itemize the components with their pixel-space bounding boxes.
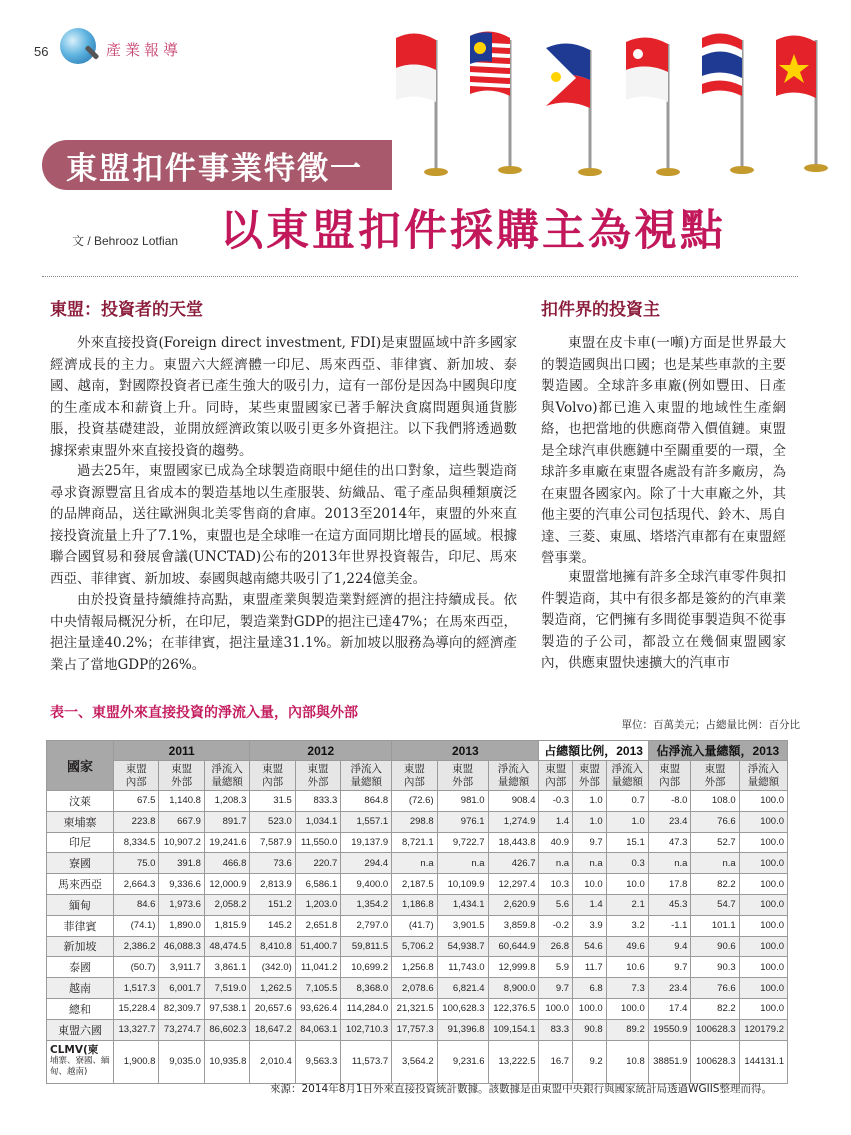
value-cell: 16.7 — [539, 1040, 573, 1083]
value-cell: 11,743.0 — [437, 957, 488, 978]
left-paragraph-2: 過去25年，東盟國家已成為全球製造商眼中絕佳的出口對象，這些製造商尋求資源豐富且省成本的製造基地以生產服裝、紡織品、電子產品與種類廣泛的品牌商品，送往歐洲與北美零售商的倉庫。2013至2014年，東盟的外來直接投資流量上升了7.1%，東盟也是全球唯一在這方面同期比增長的區域。根據聯合國貿易和發展會議(UNCTAD)公布的2013年世界投資報告，印尼、馬來西亞、菲律賓、新加坡、泰國與越南總共吸引了1,224億美金。 — [50, 463, 517, 587]
value-cell: 49.6 — [606, 936, 648, 957]
value-cell: 10,907.2 — [159, 832, 204, 853]
value-cell: 52.7 — [691, 832, 739, 853]
value-cell: 5,706.2 — [392, 936, 437, 957]
table-row-clmv — [47, 1040, 788, 1083]
value-cell: 82,309.7 — [159, 998, 204, 1019]
value-cell: 67.5 — [114, 791, 159, 812]
value-cell: 523.0 — [250, 811, 295, 832]
value-cell: 2,813.9 — [250, 874, 295, 895]
value-cell: 144131.1 — [739, 1040, 787, 1083]
value-cell: 1,557.1 — [341, 811, 392, 832]
value-cell: 9,231.6 — [437, 1040, 488, 1083]
value-cell: 9,563.3 — [295, 1040, 340, 1083]
country-cell: 柬埔寨 — [47, 811, 114, 832]
value-cell: 6,001.7 — [159, 978, 204, 999]
sub-header: 東盟 外部 — [691, 761, 739, 791]
value-cell: 11,573.7 — [341, 1040, 392, 1083]
sub-header: 淨流入 量總額 — [341, 761, 392, 791]
value-cell: 11.7 — [573, 957, 607, 978]
value-cell: 3,911.7 — [159, 957, 204, 978]
value-cell: 1,890.0 — [159, 915, 204, 936]
table-row — [47, 957, 788, 978]
value-cell: 10.3 — [539, 874, 573, 895]
value-cell: 1,208.3 — [204, 791, 249, 812]
value-cell: 1.0 — [606, 811, 648, 832]
value-cell: 1.0 — [573, 791, 607, 812]
value-cell: 19,241.6 — [204, 832, 249, 853]
value-cell: 26.8 — [539, 936, 573, 957]
value-cell: 7,105.5 — [295, 978, 340, 999]
value-cell: 2,620.9 — [488, 894, 539, 915]
value-cell: 0.3 — [606, 853, 648, 874]
value-cell: 89.2 — [606, 1019, 648, 1040]
value-cell: 38851.9 — [648, 1040, 691, 1083]
year-header: 2012 — [250, 741, 392, 761]
table-unit: 單位：百萬美元；占總量比例：百分比 — [621, 719, 800, 731]
value-cell: (50.7) — [114, 957, 159, 978]
value-cell: 82.2 — [691, 874, 739, 895]
value-cell: 7.3 — [606, 978, 648, 999]
value-cell: 11,550.0 — [295, 832, 340, 853]
value-cell: 3,901.5 — [437, 915, 488, 936]
value-cell: 109,154.1 — [488, 1019, 539, 1040]
value-cell: 9.7 — [648, 957, 691, 978]
value-cell: 23.4 — [648, 811, 691, 832]
value-cell: 1,815.9 — [204, 915, 249, 936]
sub-header: 東盟 外部 — [437, 761, 488, 791]
value-cell: 2,651.8 — [295, 915, 340, 936]
value-cell: 10,935.8 — [204, 1040, 249, 1083]
value-cell: 10.0 — [573, 874, 607, 895]
value-cell: 981.0 — [437, 791, 488, 812]
value-cell: 6,821.4 — [437, 978, 488, 999]
value-cell: 1,517.3 — [114, 978, 159, 999]
country-cell: 總和 — [47, 998, 114, 1019]
value-cell: 9,336.6 — [159, 874, 204, 895]
country-cell: 菲律賓 — [47, 915, 114, 936]
sub-header: 東盟 內部 — [114, 761, 159, 791]
value-cell: n.a — [437, 853, 488, 874]
value-cell: 21,321.5 — [392, 998, 437, 1019]
value-cell: 100.0 — [539, 998, 573, 1019]
value-cell: 864.8 — [341, 791, 392, 812]
value-cell: 3,564.2 — [392, 1040, 437, 1083]
sub-header: 東盟 內部 — [250, 761, 295, 791]
table-row — [47, 791, 788, 812]
country-cell: 東盟六國 — [47, 1019, 114, 1040]
value-cell: 120179.2 — [739, 1019, 787, 1040]
value-cell: 1,140.8 — [159, 791, 204, 812]
value-cell: 100.0 — [739, 874, 787, 895]
value-cell: 466.8 — [204, 853, 249, 874]
value-cell: 2,386.2 — [114, 936, 159, 957]
value-cell: (74.1) — [114, 915, 159, 936]
share-header: 占總額比例，2013 — [539, 741, 648, 761]
left-paragraph-1: 外來直接投資(Foreign direct investment, FDI)是東盟區域中許多國家經濟成長的主力。東盟六大經濟體一印尼、馬來西亞、菲律賓、新加坡、泰國、越南，對國際投資者已產生強大的吸引力，這有一部份是因為中國與印度的生產成本和薪資上升。同時，某些東盟國家已著手解決貪腐問題與通貨膨脹，投資基礎建設，並開放經濟政策以吸引更多外資挹注。以下我們將透過數據探索東盟外來直接投資的趨勢。 — [50, 335, 517, 459]
value-cell: 73.6 — [250, 853, 295, 874]
value-cell: 86,602.3 — [204, 1019, 249, 1040]
value-cell: 102,710.3 — [341, 1019, 392, 1040]
value-cell: 1,434.1 — [437, 894, 488, 915]
value-cell: -0.2 — [539, 915, 573, 936]
value-cell: 1,186.8 — [392, 894, 437, 915]
value-cell: 100.0 — [573, 998, 607, 1019]
value-cell: 100628.3 — [691, 1019, 739, 1040]
value-cell: n.a — [392, 853, 437, 874]
value-cell: 19550.9 — [648, 1019, 691, 1040]
sub-header: 淨流入 量總額 — [739, 761, 787, 791]
country-cell: 越南 — [47, 978, 114, 999]
title-line-2: 以東盟扣件採購主為視點 — [220, 206, 726, 256]
value-cell: 10,109.9 — [437, 874, 488, 895]
value-cell: 2,010.4 — [250, 1040, 295, 1083]
value-cell: 54.6 — [573, 936, 607, 957]
value-cell: 47.3 — [648, 832, 691, 853]
section-label: 產業報導 — [106, 41, 183, 59]
table-row — [47, 894, 788, 915]
value-cell: 1,900.8 — [114, 1040, 159, 1083]
value-cell: 1.4 — [539, 811, 573, 832]
value-cell: n.a — [573, 853, 607, 874]
value-cell: 84.6 — [114, 894, 159, 915]
sub-header: 東盟 內部 — [539, 761, 573, 791]
table-row — [47, 832, 788, 853]
value-cell: 0.7 — [606, 791, 648, 812]
value-cell: 9,035.0 — [159, 1040, 204, 1083]
value-cell: 100,628.3 — [437, 998, 488, 1019]
value-cell: 18,647.2 — [250, 1019, 295, 1040]
value-cell: 101.1 — [691, 915, 739, 936]
value-cell: 8,368.0 — [341, 978, 392, 999]
value-cell: 223.8 — [114, 811, 159, 832]
value-cell: 100628.3 — [691, 1040, 739, 1083]
year-header: 2013 — [392, 741, 539, 761]
table-row — [47, 936, 788, 957]
value-cell: 15,228.4 — [114, 998, 159, 1019]
country-cell: 印尼 — [47, 832, 114, 853]
value-cell: 100.0 — [739, 832, 787, 853]
sub-header: 東盟 內部 — [648, 761, 691, 791]
value-cell: 12,000.9 — [204, 874, 249, 895]
country-cell: 新加坡 — [47, 936, 114, 957]
value-cell: 5.9 — [539, 957, 573, 978]
page-number: 56 — [34, 44, 49, 59]
value-cell: 13,327.7 — [114, 1019, 159, 1040]
value-cell: 8,410.8 — [250, 936, 295, 957]
value-cell: 100.0 — [739, 853, 787, 874]
value-cell: -0.3 — [539, 791, 573, 812]
value-cell: 100.0 — [739, 791, 787, 812]
value-cell: 93,626.4 — [295, 998, 340, 1019]
value-cell: n.a — [648, 853, 691, 874]
value-cell: 82.2 — [691, 998, 739, 1019]
value-cell: 220.7 — [295, 853, 340, 874]
value-cell: 73,274.7 — [159, 1019, 204, 1040]
value-cell: 5.6 — [539, 894, 573, 915]
value-cell: 76.6 — [691, 811, 739, 832]
right-paragraph-1: 東盟在皮卡車(一噸)方面是世界最大的製造國與出口國；也是某些車款的主要製造國。全球許多車廠(例如豐田、日產與Volvo)都已進入東盟的地域性生產網絡，也把當地的供應商帶入價值鏈。東盟是全球汽車供應鏈中至關重要的一環，全球許多車廠在東盟各處設有許多廠房，為在東盟各國家內。除了十大車廠之外，其他主要的汽車公司包括現代、鈴木、馬自達、三菱、東風、塔塔汽車都有在東盟經營事業。 — [541, 335, 786, 566]
value-cell: 122,376.5 — [488, 998, 539, 1019]
value-cell: 17.4 — [648, 998, 691, 1019]
value-cell: 391.8 — [159, 853, 204, 874]
value-cell: 10.0 — [606, 874, 648, 895]
value-cell: 3.9 — [573, 915, 607, 936]
value-cell: 31.5 — [250, 791, 295, 812]
table-source: 來源：2014年8月1日外來直接投資統計數據。該數據是由東盟中央銀行與國家統計局透過WGIIS整理而得。 — [270, 1083, 772, 1095]
value-cell: 8,334.5 — [114, 832, 159, 853]
value-cell: 90.8 — [573, 1019, 607, 1040]
sub-header: 東盟 內部 — [392, 761, 437, 791]
value-cell: 10.6 — [606, 957, 648, 978]
value-cell: 9.4 — [648, 936, 691, 957]
value-cell: 97,538.1 — [204, 998, 249, 1019]
value-cell: 54,938.7 — [437, 936, 488, 957]
table-row — [47, 1019, 788, 1040]
value-cell: 1,256.8 — [392, 957, 437, 978]
value-cell: 1,973.6 — [159, 894, 204, 915]
value-cell: 298.8 — [392, 811, 437, 832]
value-cell: 7,587.9 — [250, 832, 295, 853]
value-cell: 100.0 — [739, 894, 787, 915]
value-cell: 1,354.2 — [341, 894, 392, 915]
value-cell: 48,474.5 — [204, 936, 249, 957]
value-cell: 1.4 — [573, 894, 607, 915]
value-cell: 11,041.2 — [295, 957, 340, 978]
value-cell: 3.2 — [606, 915, 648, 936]
value-cell: 2,797.0 — [341, 915, 392, 936]
value-cell: 90.3 — [691, 957, 739, 978]
asean-flags-image — [380, 10, 840, 200]
left-paragraph-3: 由於投資量持續維持高點，東盟產業與製造業對經濟的挹注持續成長。依中央情報局概況分析，在印尼，製造業對GDP的挹注已達47%；在馬來西亞，挹注量達40.2%；在菲律賓，挹注量達31.1%。新加坡以服務為導向的經濟產業占了當地GDP的26%。 — [50, 592, 517, 673]
title-line-1: 東盟扣件事業特徵一 — [66, 151, 363, 187]
value-cell: 12,999.8 — [488, 957, 539, 978]
value-cell: n.a — [539, 853, 573, 874]
value-cell: 75.0 — [114, 853, 159, 874]
value-cell: 3,861.1 — [204, 957, 249, 978]
value-cell: 2,664.3 — [114, 874, 159, 895]
value-cell: 60,644.9 — [488, 936, 539, 957]
value-cell: 23.4 — [648, 978, 691, 999]
title-divider — [42, 276, 798, 277]
value-cell: 9.7 — [539, 978, 573, 999]
value-cell: 1,203.0 — [295, 894, 340, 915]
value-cell: 145.2 — [250, 915, 295, 936]
value-cell: 114,284.0 — [341, 998, 392, 1019]
value-cell: 40.9 — [539, 832, 573, 853]
left-heading: 東盟：投資者的天堂 — [50, 300, 203, 320]
value-cell: 84,063.1 — [295, 1019, 340, 1040]
value-cell: 10.8 — [606, 1040, 648, 1083]
value-cell: 833.3 — [295, 791, 340, 812]
value-cell: 46,088.3 — [159, 936, 204, 957]
year-header: 2011 — [114, 741, 250, 761]
value-cell: 151.2 — [250, 894, 295, 915]
country-header: 國家 — [47, 741, 114, 791]
value-cell: 3,859.8 — [488, 915, 539, 936]
country-cell: 緬甸 — [47, 894, 114, 915]
value-cell: 100.0 — [739, 957, 787, 978]
value-cell: 294.4 — [341, 853, 392, 874]
clmv-sublabel: 埔寨、寮國、緬甸、越南) — [50, 1056, 110, 1078]
value-cell: 2,058.2 — [204, 894, 249, 915]
value-cell: 15.1 — [606, 832, 648, 853]
value-cell: 51,400.7 — [295, 936, 340, 957]
author-byline: 文 / Behrooz Lotfian — [72, 234, 179, 248]
value-cell: 10,699.2 — [341, 957, 392, 978]
value-cell: 91,396.8 — [437, 1019, 488, 1040]
value-cell: (342.0) — [250, 957, 295, 978]
value-cell: (72.6) — [392, 791, 437, 812]
value-cell: 2,187.5 — [392, 874, 437, 895]
value-cell: 76.6 — [691, 978, 739, 999]
country-cell: 泰國 — [47, 957, 114, 978]
net-share-header: 佔淨流入量總額，2013 — [648, 741, 787, 761]
fdi-table — [46, 740, 788, 1084]
value-cell: 45.3 — [648, 894, 691, 915]
sub-header: 淨流入 量總額 — [606, 761, 648, 791]
table-row — [47, 874, 788, 895]
value-cell: 9.7 — [573, 832, 607, 853]
value-cell: 9,400.0 — [341, 874, 392, 895]
country-cell — [47, 1040, 114, 1083]
value-cell: 90.6 — [691, 936, 739, 957]
table-row — [47, 915, 788, 936]
value-cell: 100.0 — [739, 915, 787, 936]
value-cell: 19,137.9 — [341, 832, 392, 853]
value-cell: 59,811.5 — [341, 936, 392, 957]
right-paragraph-2: 東盟當地擁有許多全球汽車零件與扣件製造商，其中有很多都是簽約的汽車業製造商，它們擁有多間從事製造與不從事製造的子公司，都設立在幾個東盟國家內，供應東盟快速擴大的汽車市 — [541, 569, 786, 671]
sub-header: 淨流入 量總額 — [204, 761, 249, 791]
value-cell: n.a — [691, 853, 739, 874]
value-cell: 1,262.5 — [250, 978, 295, 999]
value-cell: 8,900.0 — [488, 978, 539, 999]
sub-header: 東盟 外部 — [159, 761, 204, 791]
value-cell: 6,586.1 — [295, 874, 340, 895]
value-cell: 17,757.3 — [392, 1019, 437, 1040]
value-cell: -1.1 — [648, 915, 691, 936]
value-cell: 100.0 — [739, 998, 787, 1019]
value-cell: 83.3 — [539, 1019, 573, 1040]
country-cell: 寮國 — [47, 853, 114, 874]
value-cell: 976.1 — [437, 811, 488, 832]
value-cell: 20,657.6 — [250, 998, 295, 1019]
value-cell: 7,519.0 — [204, 978, 249, 999]
value-cell: 108.0 — [691, 791, 739, 812]
value-cell: 9,722.7 — [437, 832, 488, 853]
value-cell: 12,297.4 — [488, 874, 539, 895]
globe-icon — [60, 28, 96, 64]
value-cell: 1,034.1 — [295, 811, 340, 832]
clmv-label: CLMV(柬 — [50, 1044, 99, 1057]
table-row — [47, 998, 788, 1019]
value-cell: 908.4 — [488, 791, 539, 812]
value-cell: 100.0 — [739, 811, 787, 832]
value-cell: 1.0 — [573, 811, 607, 832]
sub-header: 淨流入 量總額 — [488, 761, 539, 791]
value-cell: 8,721.1 — [392, 832, 437, 853]
value-cell: 891.7 — [204, 811, 249, 832]
value-cell: 9.2 — [573, 1040, 607, 1083]
country-cell: 馬來西亞 — [47, 874, 114, 895]
value-cell: 6.8 — [573, 978, 607, 999]
country-cell: 汶萊 — [47, 791, 114, 812]
value-cell: 17.8 — [648, 874, 691, 895]
value-cell: -8.0 — [648, 791, 691, 812]
value-cell: 54.7 — [691, 894, 739, 915]
value-cell: 2.1 — [606, 894, 648, 915]
table-row — [47, 811, 788, 832]
table-row — [47, 978, 788, 999]
sub-header: 東盟 外部 — [295, 761, 340, 791]
table-row — [47, 853, 788, 874]
value-cell: 1,274.9 — [488, 811, 539, 832]
value-cell: 100.0 — [739, 978, 787, 999]
value-cell: 667.9 — [159, 811, 204, 832]
value-cell: 426.7 — [488, 853, 539, 874]
value-cell: (41.7) — [392, 915, 437, 936]
value-cell: 13,222.5 — [488, 1040, 539, 1083]
sub-header: 東盟 外部 — [573, 761, 607, 791]
value-cell: 100.0 — [739, 936, 787, 957]
value-cell: 18,443.8 — [488, 832, 539, 853]
table-title: 表一、東盟外來直接投資的淨流入量，內部與外部 — [50, 705, 358, 721]
value-cell: 100.0 — [606, 998, 648, 1019]
right-heading: 扣件界的投資主 — [541, 300, 660, 320]
value-cell: 2,078.6 — [392, 978, 437, 999]
